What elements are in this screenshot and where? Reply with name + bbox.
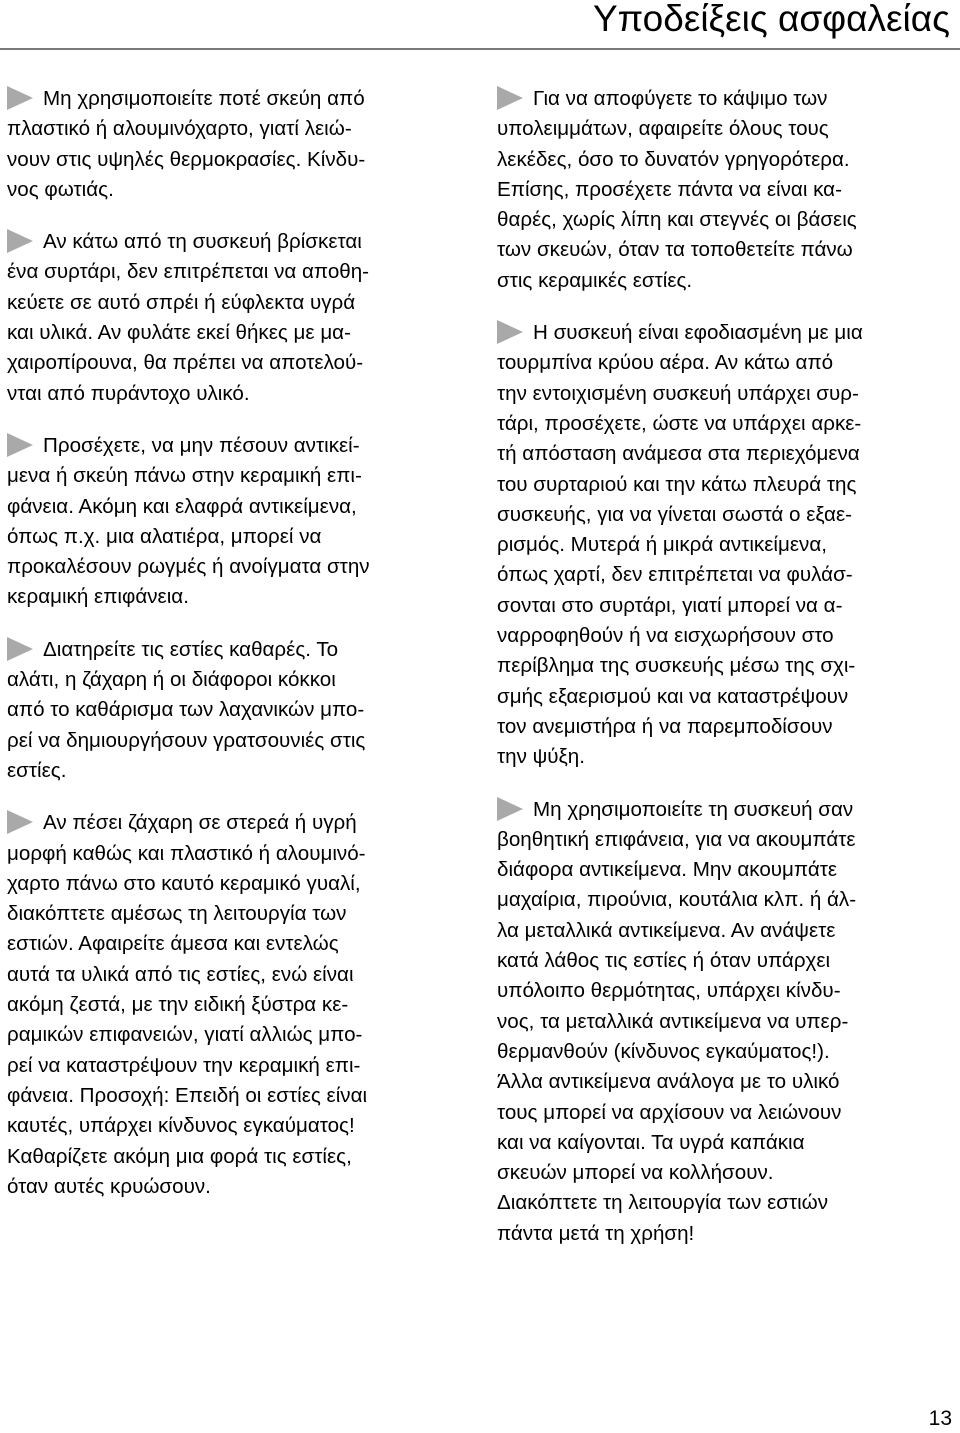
note-text: τή απόσταση ανάμεσα στα περιεχόμενα: [497, 442, 860, 466]
note-line: [7, 227, 459, 257]
note-line: [497, 1158, 952, 1188]
note-text: όπως π.χ. μια αλατιέρα, μπορεί να: [7, 524, 322, 548]
note-text: φάνεια. Ακόμη και ελαφρά αντικείμενα,: [7, 494, 357, 518]
note-line: [497, 439, 952, 469]
note-text: φάνεια. Προσοχή: Επειδή οι εστίες είναι: [7, 1083, 368, 1107]
note-text: πλαστικό ή αλουμινόχαρτο, γιατί λειώ-: [7, 117, 352, 141]
note-text: χαιροπίρουνα, θα πρέπει να αποτελού-: [7, 351, 364, 375]
note-text: Διατηρείτε τις εστίες καθαρές. Το: [43, 637, 339, 661]
note-text: χαρτο πάνω στο καυτό κεραμικό γυαλί,: [7, 871, 361, 895]
note-text: κεύετε σε αυτό σπρέι ή εύφλεκτα υγρά: [7, 290, 356, 314]
note-line: [497, 1098, 952, 1128]
note-line: [497, 885, 952, 915]
note-line: [7, 348, 459, 378]
note-text: νος, τα μεταλλικά αντικείμενα να υπερ-: [497, 1009, 849, 1033]
note-line: [7, 318, 459, 348]
note-line: [497, 235, 952, 265]
safety-note: [7, 431, 459, 613]
safety-note: [497, 318, 952, 772]
note-line: [497, 591, 952, 621]
note-line: [7, 1111, 459, 1141]
note-line: [497, 470, 952, 500]
note-text: νται από πυράντοχο υλικό.: [7, 381, 250, 405]
note-line: [7, 839, 459, 869]
note-line: [7, 1172, 459, 1202]
note-line: [497, 560, 952, 590]
note-line: [497, 114, 952, 144]
note-line: [497, 855, 952, 885]
arrow-bullet-icon: [497, 86, 523, 110]
note-text: λα μεταλλικά αντικείμενα. Αν ανάψετε: [497, 918, 836, 942]
note-line: [497, 84, 952, 114]
note-text: τους μπορεί να αρχίσουν να λειώνουν: [497, 1100, 842, 1124]
note-text: Μη χρησιμοποιείτε ποτέ σκεύη από: [43, 87, 365, 110]
note-line: [7, 431, 459, 461]
safety-note: [7, 635, 459, 786]
arrow-bullet-icon: [497, 320, 523, 344]
note-text: από το καθάρισμα των λαχανικών μπο-: [7, 698, 365, 722]
note-text: Διακόπτετε τη λειτουργία των εστιών: [497, 1191, 829, 1215]
note-text: σκευών μπορεί να κολλήσουν.: [497, 1161, 774, 1185]
note-line: [497, 409, 952, 439]
note-line: [7, 522, 459, 552]
right-column: [497, 84, 952, 1271]
note-line: [7, 990, 459, 1020]
arrow-bullet-icon: [7, 810, 33, 834]
note-text: και υλικά. Αν φυλάτε εκεί θήκες με μα-: [7, 321, 351, 345]
note-line: [497, 1219, 952, 1249]
arrow-bullet-icon: [7, 86, 33, 110]
note-text: κατά λάθος τις εστίες ή όταν υπάρχει: [497, 949, 831, 973]
note-text: Αν κάτω από τη συσκευή βρίσκεται: [43, 230, 362, 254]
note-text: σονται στο συρτάρι, γιατί μπορεί να α-: [497, 593, 843, 617]
note-text: μενα ή σκεύη πάνω στην κεραμική επι-: [7, 464, 362, 488]
note-text: ρισμός. Μυτερά ή μικρά αντικείμενα,: [497, 533, 827, 557]
note-line: [497, 530, 952, 560]
note-text: υπολειμμάτων, αφαιρείτε όλους τους: [497, 117, 829, 141]
note-line: [7, 175, 459, 205]
note-text: ρεί να δημιουργήσουν γρατσουνιές στις: [7, 728, 366, 752]
note-text: εστίες.: [7, 758, 67, 782]
note-text: ρεί να καταστρέψουν την κεραμική επι-: [7, 1053, 361, 1077]
note-text: και να καίγονται. Τα υγρά καπάκια: [497, 1130, 805, 1154]
safety-note: [7, 227, 459, 409]
note-text: ραμικών επιφανειών, γιατί αλλιώς μπο-: [7, 1023, 363, 1047]
page-number: 13: [928, 1407, 952, 1430]
note-text: πάντα μετά τη χρήση!: [497, 1221, 695, 1245]
safety-note: [7, 808, 459, 1202]
note-text: σμής εξαερισμού και να καταστρέψουν: [497, 684, 849, 708]
note-line: [497, 795, 952, 825]
note-text: Προσέχετε, να μην πέσουν αντικεί-: [43, 433, 360, 457]
note-line: [7, 492, 459, 522]
note-line: [7, 379, 459, 409]
safety-note: [7, 84, 459, 205]
note-line: [7, 1081, 459, 1111]
safety-note: [497, 795, 952, 1249]
note-text: μαχαίρια, πιρούνια, κουτάλια κλπ. ή άλ-: [497, 888, 857, 912]
note-line: [497, 1037, 952, 1067]
note-text: όπως χαρτί, δεν επιτρέπεται να φυλάσ-: [497, 563, 853, 587]
note-line: [497, 266, 952, 296]
note-line: [7, 869, 459, 899]
note-line: [7, 899, 459, 929]
note-text: Καθαρίζετε ακόμη μια φορά τις εστίες,: [7, 1144, 352, 1168]
note-text: τον ανεμιστήρα ή να παρεμποδίσουν: [497, 714, 833, 738]
note-line: [7, 1051, 459, 1081]
note-line: [7, 726, 459, 756]
note-line: [497, 651, 952, 681]
note-text: λεκέδες, όσο το δυνατόν γρηγορότερα.: [497, 147, 850, 171]
note-line: [7, 288, 459, 318]
note-text: κεραμική επιφάνεια.: [7, 585, 189, 609]
page-title: Υποδείξεις ασφαλείας: [592, 0, 950, 39]
note-line: [7, 756, 459, 786]
note-text: διακόπτετε αμέσως τη λειτουργία των: [7, 902, 347, 926]
note-line: [497, 916, 952, 946]
note-text: στις κεραμικές εστίες.: [497, 268, 693, 292]
note-text: προκαλέσουν ρωγμές ή ανοίγματα στην: [7, 555, 370, 579]
note-line: [7, 257, 459, 287]
note-text: θαρές, χωρίς λίπη και στεγνές οι βάσεις: [497, 208, 857, 232]
note-text: αυτά τα υλικά από τις εστίες, ενώ είναι: [7, 962, 354, 986]
note-text: τουρμπίνα κρύου αέρα. Αν κάτω από: [497, 351, 834, 375]
note-line: [497, 1188, 952, 1218]
note-line: [497, 1067, 952, 1097]
header-rule: [0, 48, 960, 50]
note-text: βοηθητική επιφάνεια, για να ακουμπάτε: [497, 827, 856, 851]
note-text: θερμανθούν (κίνδυνος εγκαύματος!).: [497, 1039, 830, 1063]
note-text: ακόμη ζεστά, με την ειδική ξύστρα κε-: [7, 993, 349, 1017]
note-line: [7, 145, 459, 175]
note-text: καυτές, υπάρχει κίνδυνος εγκαύματος!: [7, 1114, 355, 1138]
note-text: τάρι, προσέχετε, ώστε να υπάρχει αρκε-: [497, 411, 862, 435]
note-line: [7, 552, 459, 582]
note-line: [7, 665, 459, 695]
note-line: [7, 114, 459, 144]
note-text: του συρταριού και την κάτω πλευρά της: [497, 472, 857, 496]
note-text: μορφή καθώς και πλαστικό ή αλουμινό-: [7, 841, 366, 865]
note-line: [497, 1007, 952, 1037]
arrow-bullet-icon: [497, 797, 523, 821]
note-line: [7, 461, 459, 491]
note-line: [497, 500, 952, 530]
note-line: [7, 695, 459, 725]
left-column: [7, 84, 459, 1224]
note-text: την εντοιχισμένη συσκευή υπάρχει συρ-: [497, 381, 859, 405]
note-text: Αν πέσει ζάχαρη σε στερεά ή υγρή: [43, 811, 357, 835]
note-text: Επίσης, προσέχετε πάντα να είναι κα-: [497, 177, 842, 201]
note-text: Μη χρησιμοποιείτε τη συσκευή σαν: [533, 797, 854, 821]
note-line: [7, 635, 459, 665]
note-text: εστιών. Αφαιρείτε άμεσα και εντελώς: [7, 932, 339, 956]
note-line: [497, 175, 952, 205]
arrow-bullet-icon: [7, 433, 33, 457]
note-line: [497, 1128, 952, 1158]
note-line: [497, 205, 952, 235]
note-line: [497, 621, 952, 651]
note-line: [497, 825, 952, 855]
note-line: [7, 1020, 459, 1050]
note-text: ναρροφηθούν ή να εισχωρήσουν στο: [497, 624, 834, 648]
note-text: διάφορα αντικείμενα. Μην ακουμπάτε: [497, 858, 838, 882]
note-line: [497, 712, 952, 742]
note-line: [7, 1142, 459, 1172]
note-line: [497, 145, 952, 175]
note-text: περίβλημα της συσκευής μέσω της σχι-: [497, 654, 856, 678]
note-text: την ψύξη.: [497, 745, 585, 769]
note-line: [7, 808, 459, 838]
note-text: Για να αποφύγετε το κάψιμο των: [533, 87, 828, 110]
note-text: Η συσκευή είναι εφοδιασμένη με μια: [533, 321, 863, 345]
note-text: νουν στις υψηλές θερμοκρασίες. Κίνδυ-: [7, 147, 366, 171]
note-line: [7, 582, 459, 612]
note-text: νος φωτιάς.: [7, 177, 114, 201]
note-text: όταν αυτές κρυώσουν.: [7, 1174, 211, 1198]
note-line: [497, 682, 952, 712]
note-line: [497, 946, 952, 976]
note-line: [7, 960, 459, 990]
note-line: [497, 318, 952, 348]
note-line: [497, 379, 952, 409]
note-text: υπόλοιπο θερμότητας, υπάρχει κίνδυ-: [497, 979, 841, 1003]
note-text: συσκευής, για να γίνεται σωστά ο εξαε-: [497, 502, 853, 526]
arrow-bullet-icon: [7, 229, 33, 253]
note-line: [497, 976, 952, 1006]
note-line: [497, 348, 952, 378]
note-text: Άλλα αντικείμενα ανάλογα με το υλικό: [497, 1070, 840, 1094]
arrow-bullet-icon: [7, 637, 33, 661]
safety-note: [497, 84, 952, 296]
note-text: αλάτι, η ζάχαρη ή οι διάφοροι κόκκοι: [7, 668, 336, 692]
note-text: των σκευών, όταν τα τοποθετείτε πάνω: [497, 238, 853, 262]
note-line: [497, 742, 952, 772]
note-line: [7, 84, 459, 114]
note-text: ένα συρτάρι, δεν επιτρέπεται να αποθη-: [7, 260, 370, 284]
note-line: [7, 929, 459, 959]
